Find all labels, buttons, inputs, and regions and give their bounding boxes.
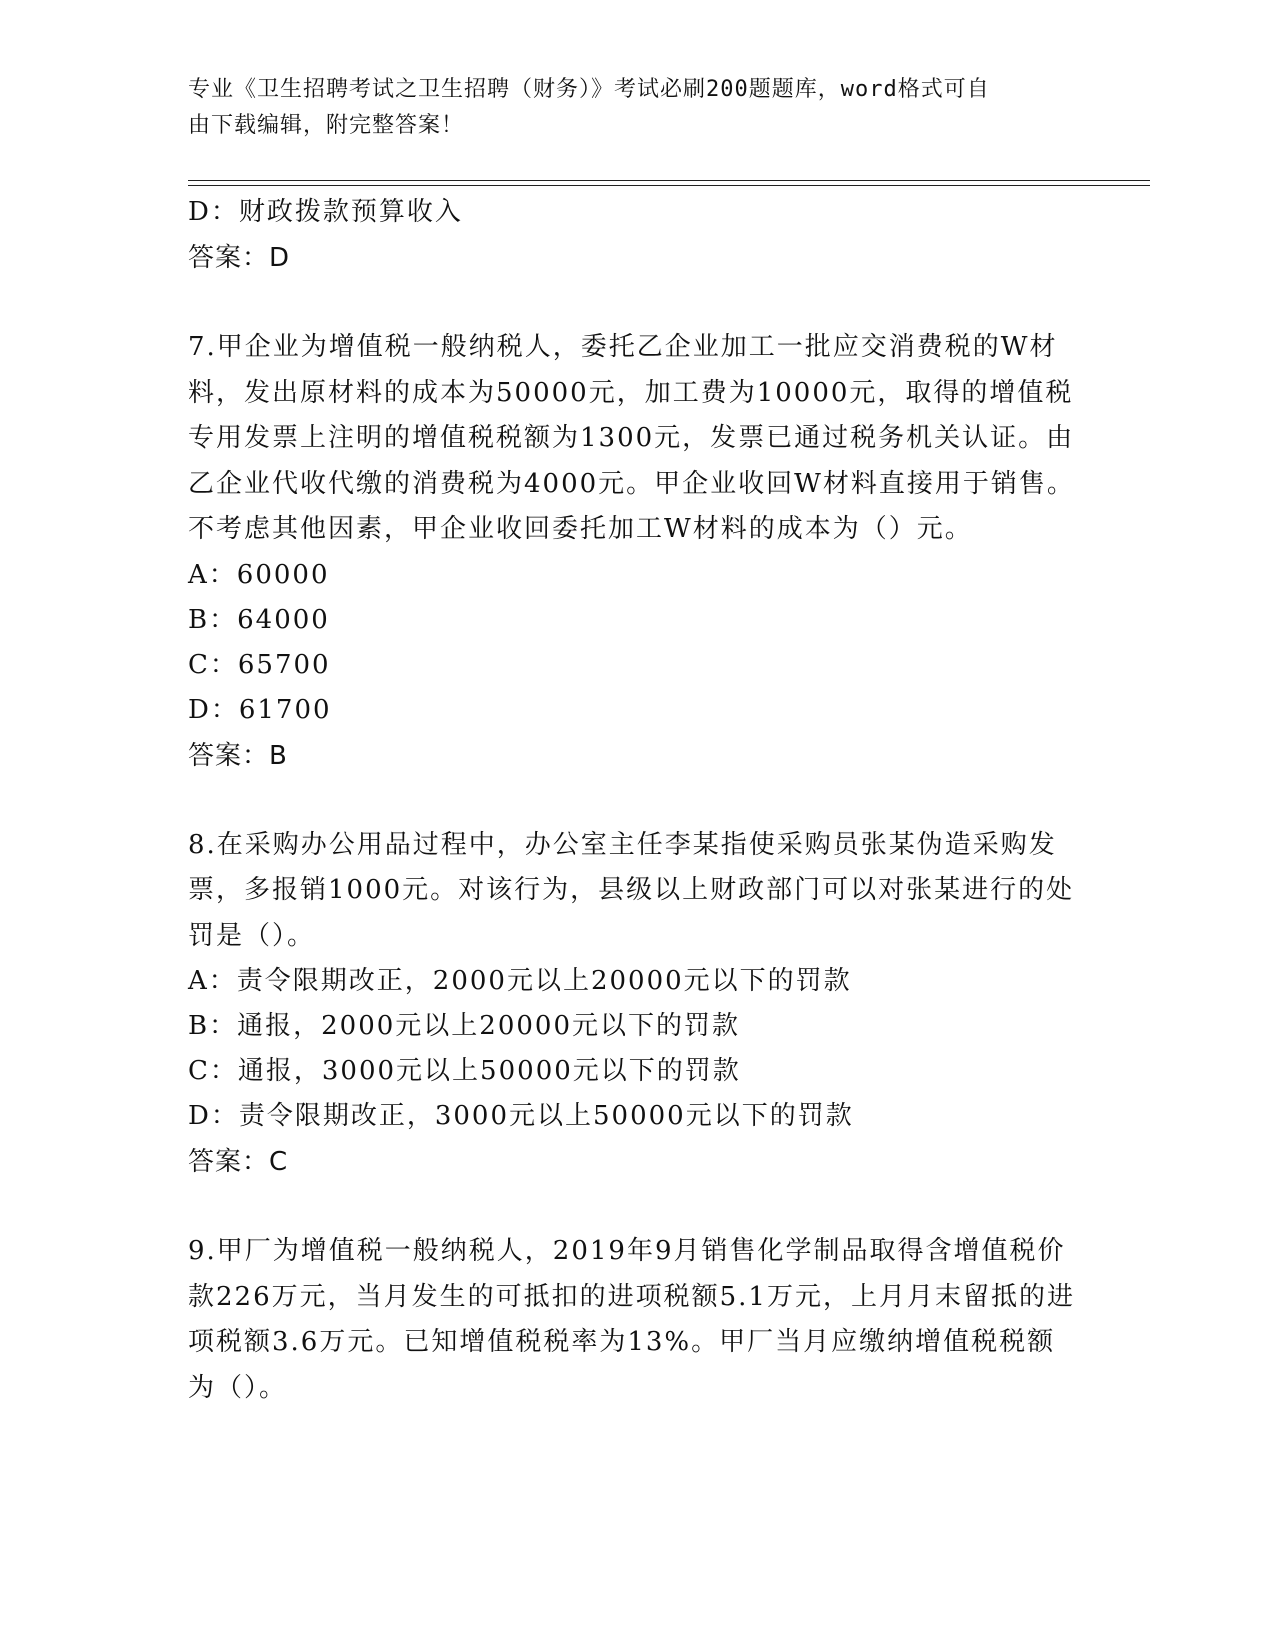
- question-7-answer: 答案：B: [188, 740, 288, 771]
- question-8-option-a: A：责令限期改正，2000元以上20000元以下的罚款: [188, 966, 852, 996]
- header-divider-top: [188, 180, 1150, 181]
- question-9-text: 9.甲厂为增值税一般纳税人，2019年9月销售化学制品取得含增值税价款226万元，当月发生的可抵扣的进项税额5.1万元，上月月末留抵的进项税额3.6万元。已知增值税税率为13%。甲厂当月应缴纳增值税税额为（）。: [188, 1236, 1075, 1403]
- question-7-option-a: A：60000: [188, 559, 330, 590]
- question-8-text: 8.在采购办公用品过程中，办公室主任李某指使采购员张某伪造采购发票，多报销1000元。对该行为，县级以上财政部门可以对张某进行的处罚是（）。: [188, 829, 1075, 951]
- question-8-option-d: D：责令限期改正，3000元以上50000元以下的罚款: [188, 1101, 854, 1131]
- question-8-answer: 答案：C: [188, 1147, 289, 1177]
- question-7-option-b: B：64000: [188, 604, 330, 635]
- header-line-1: 专业《卫生招聘考试之卫生招聘（财务）》考试必刷200题题库，word格式可自: [188, 77, 990, 102]
- question-8-option-b: B：通报，2000元以上20000元以下的罚款: [188, 1011, 740, 1041]
- question-7-option-d: D：61700: [188, 694, 332, 725]
- header-line-2: 由下载编辑，附完整答案！: [188, 113, 465, 138]
- header-divider-bottom: [188, 185, 1150, 186]
- prev-answer: 答案：D: [188, 243, 291, 273]
- document-body: [188, 190, 1078, 1411]
- question-7-option-c: C：65700: [188, 649, 331, 680]
- prev-option-d: D：财政拨款预算收入: [188, 197, 463, 227]
- document-header: [188, 72, 1068, 144]
- question-8-option-c: C：通报，3000元以上50000元以下的罚款: [188, 1056, 741, 1086]
- question-7-text: 7.甲企业为增值税一般纳税人，委托乙企业加工一批应交消费税的W材料，发出原材料的成本为50000元，加工费为10000元，取得的增值税专用发票上注明的增值税税额为1300元，发票已通过税务机关认证。由乙企业代收代缴的消费税为4000元。甲企业收回W材料直接用于销售。不考虑其他因素，甲企业收回委托加工W材料的成本为（）元。: [188, 332, 1075, 544]
